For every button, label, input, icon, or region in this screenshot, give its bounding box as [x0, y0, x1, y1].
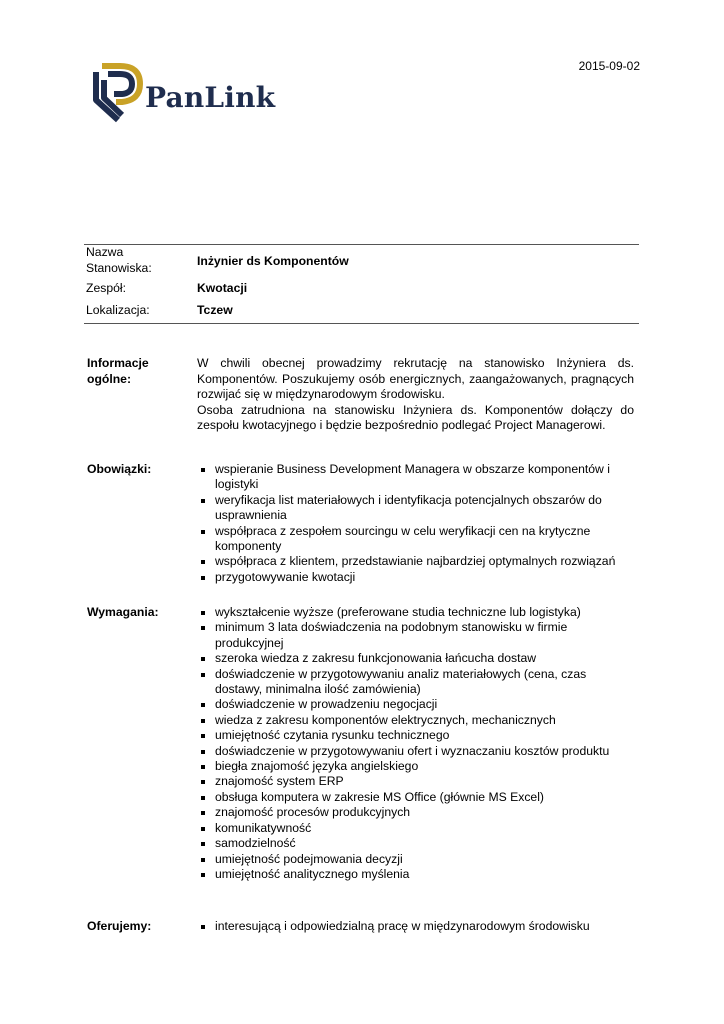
- general-info-line: W chwili obecnej prowadzimy rekrutację na stanowisko Inżyniera ds.: [197, 356, 634, 370]
- list-item: wspieranie Business Development Managera w obszarze komponentów i logistyki: [197, 462, 634, 493]
- requirements-list: [197, 605, 634, 882]
- list-item: komunikatywność: [197, 821, 634, 836]
- list-item: biegła znajomość języka angielskiego: [197, 759, 634, 774]
- list-item: umiejętność czytania rysunku technicznego: [197, 728, 634, 743]
- list-item: wykształcenie wyższe (preferowane studia techniczne lub logistyka): [197, 605, 634, 620]
- position-name-row: [84, 245, 639, 279]
- list-item: umiejętność analitycznego myślenia: [197, 867, 634, 882]
- list-item: obsługa komputera w zakresie MS Office (głównie MS Excel): [197, 790, 634, 805]
- list-item: współpraca z zespołem sourcingu w celu weryfikacji cen na krytyczne komponenty: [197, 524, 634, 555]
- general-info-line: Komponentów. Poszukujemy osób energicznych, zaangażowanych, pragnących: [197, 371, 634, 386]
- logo-mark-icon: [88, 60, 146, 126]
- list-item: doświadczenie w przygotowywaniu ofert i wyznaczaniu kosztów produktu: [197, 744, 634, 759]
- list-item: umiejętność podejmowania decyzji: [197, 852, 634, 867]
- team-row: [84, 279, 639, 301]
- offer-section: [87, 919, 637, 939]
- requirements-heading: Wymagania:: [87, 605, 159, 619]
- list-item: przygotowywanie kwotacji: [197, 570, 634, 585]
- requirements-body: [197, 605, 634, 882]
- position-name-label: Nazwa Stanowiska:: [86, 245, 152, 275]
- list-item: doświadczenie w przygotowywaniu analiz materiałowych (cena, czas dostawy, minimalna ilość zamówienia): [197, 667, 634, 698]
- general-info-body: [197, 356, 634, 434]
- list-item: znajomość system ERP: [197, 774, 634, 789]
- list-item: weryfikacja list materiałowych i identyfikacja potencjalnych obszarów do usprawnienia: [197, 493, 634, 524]
- requirements-section: [87, 605, 637, 885]
- panlink-logo: [88, 60, 288, 126]
- list-item: samodzielność: [197, 836, 634, 851]
- duties-heading: Obowiązki:: [87, 462, 152, 476]
- list-item: minimum 3 lata doświadczenia na podobnym stanowisku w firmie produkcyjnej: [197, 620, 634, 651]
- offer-list: [197, 919, 634, 934]
- document-date: 2015-09-02: [578, 59, 640, 73]
- duties-section: [87, 462, 637, 592]
- list-item: doświadczenie w prowadzeniu negocjacji: [197, 697, 634, 712]
- list-item: wiedza z zakresu komponentów elektrycznych, mechanicznych: [197, 713, 634, 728]
- offer-body: [197, 919, 634, 934]
- team-value: Kwotacji: [197, 281, 248, 295]
- location-value: Tczew: [197, 303, 233, 317]
- position-name-value: Inżynier ds Komponentów: [197, 254, 349, 268]
- team-label: Zespół:: [86, 281, 126, 295]
- list-item: współpraca z klientem, przedstawianie najbardziej optymalnych rozwiązań: [197, 554, 634, 569]
- logo-wordmark: PanLink: [145, 81, 276, 114]
- general-info-section: [87, 356, 637, 436]
- list-item: znajomość procesów produkcyjnych: [197, 805, 634, 820]
- list-item: szeroka wiedza z zakresu funkcjonowania łańcucha dostaw: [197, 651, 634, 666]
- location-label: Lokalizacja:: [86, 303, 150, 317]
- duties-body: [197, 462, 634, 585]
- list-item: interesującą i odpowiedzialną pracę w międzynarodowym środowisku: [197, 919, 634, 934]
- general-info-line: rozwijać się w międzynarodowym środowisku.: [197, 387, 445, 401]
- location-row: [84, 301, 639, 323]
- offer-heading: Oferujemy:: [87, 919, 152, 933]
- general-info-heading: Informacje ogólne:: [87, 356, 149, 386]
- general-info-line: zespołu kwotacyjnego i będzie bezpośrednio podlegać Project Managerowi.: [197, 418, 606, 432]
- duties-list: [197, 462, 634, 585]
- general-info-line: Osoba zatrudniona na stanowisku Inżyniera ds. Komponentów dołączy do: [197, 402, 634, 417]
- position-info-table: [84, 244, 639, 324]
